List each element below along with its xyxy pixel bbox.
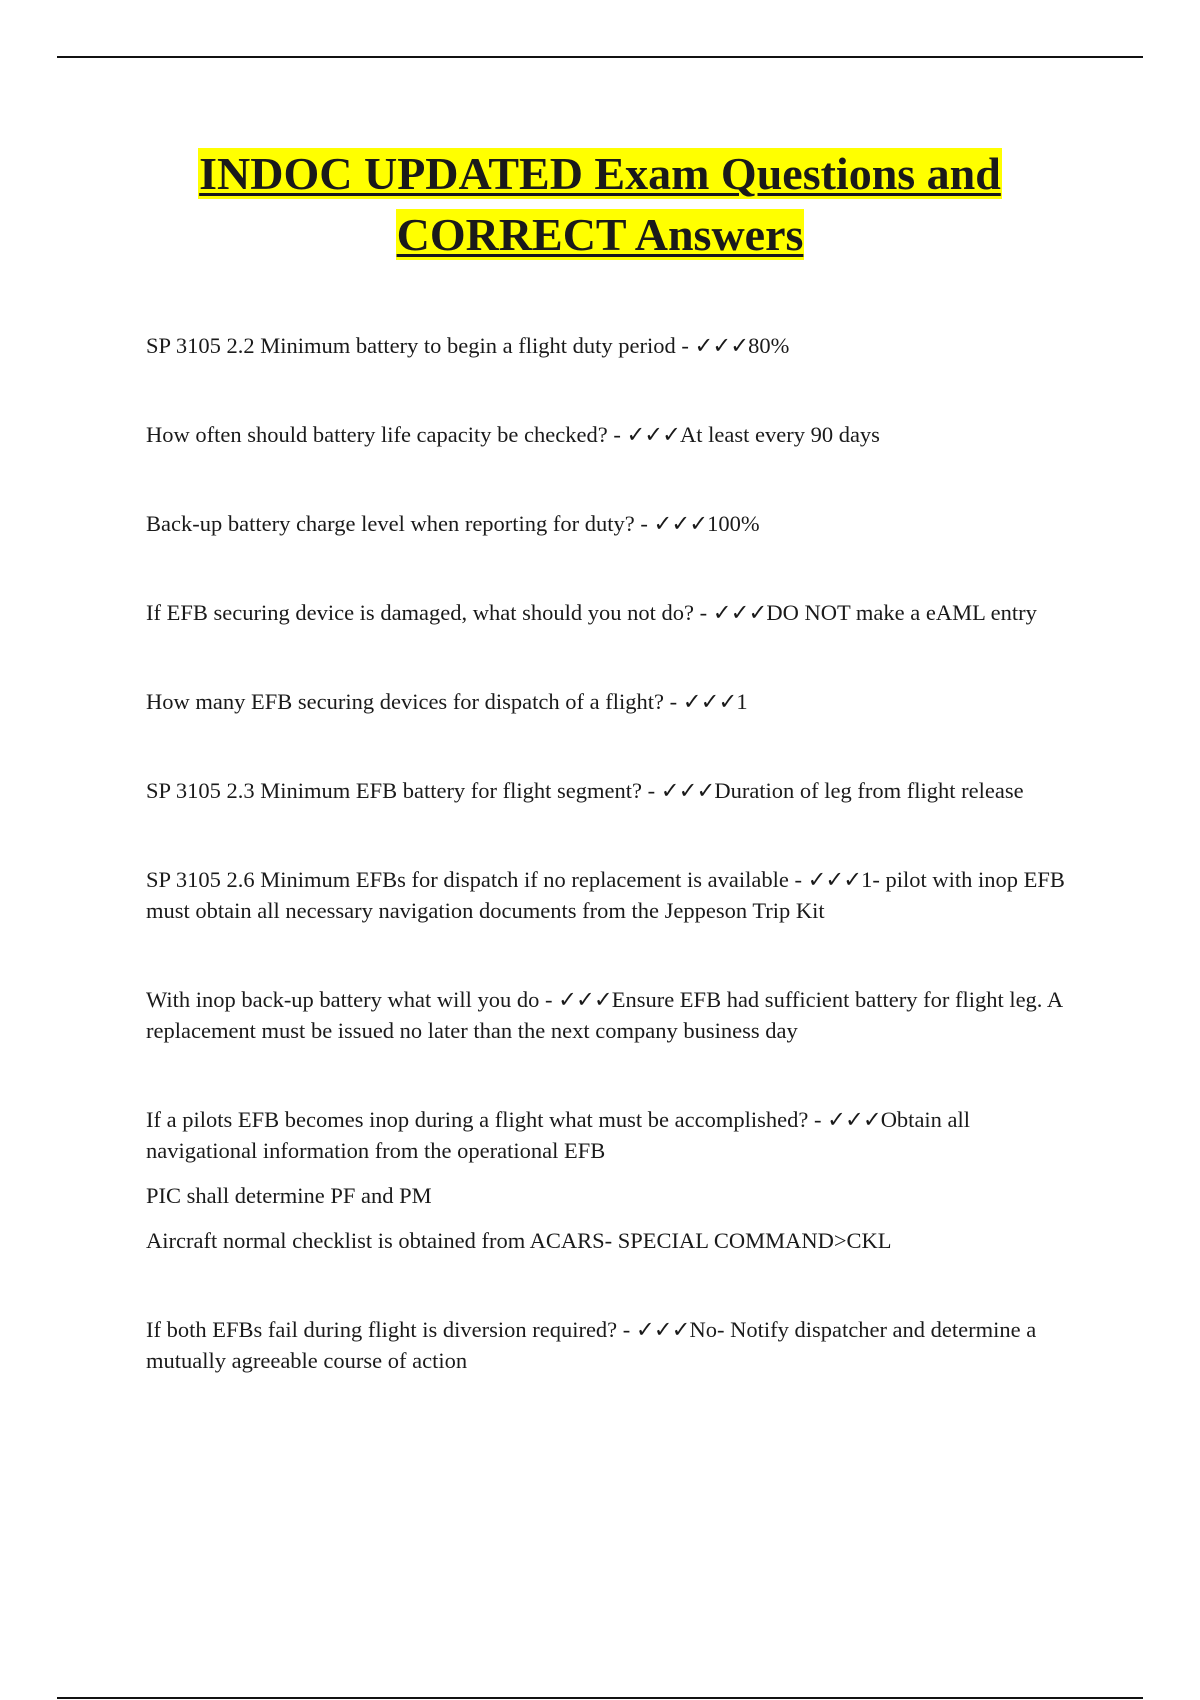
answer-text: 1- pilot with inop EFB must obtain all necessary navigation documents from the Jeppeson Trip Kit (146, 867, 1065, 923)
check-mark-icon: ✓✓✓ (694, 333, 749, 358)
qa-item (146, 1314, 1066, 1376)
title-line-1: INDOC UPDATED Exam Questions and (199, 148, 1001, 199)
question-text: How many EFB securing devices for dispatch of a flight? (146, 689, 664, 714)
answer-text: Duration of leg from flight release (714, 778, 1024, 803)
qa-item (146, 686, 1066, 717)
answer-text: Obtain all navigational information from the operational EFB (146, 1107, 971, 1163)
question-text: If both EFBs fail during flight is diversion required? (146, 1317, 618, 1342)
qa-line (146, 419, 1066, 450)
qa-line (146, 775, 1066, 806)
answer-text: 100% (707, 511, 760, 536)
separator: - (664, 689, 683, 714)
qa-line (146, 597, 1066, 628)
check-mark-icon: ✓✓✓ (558, 987, 612, 1012)
top-rule (57, 56, 1143, 58)
question-text: Back-up battery charge level when reporting for duty? (146, 511, 635, 536)
qa-item (146, 775, 1066, 806)
qa-line (146, 686, 1066, 717)
answer-text: 80% (748, 333, 790, 358)
qa-line (146, 330, 1066, 361)
answer-text: DO NOT make a eAML entry (766, 600, 1037, 625)
qa-line (146, 1314, 1066, 1376)
qa-line (146, 1104, 1066, 1166)
separator: - (788, 867, 808, 892)
check-mark-icon: ✓✓✓ (626, 422, 680, 447)
separator: - (617, 1317, 636, 1342)
check-mark-icon: ✓✓✓ (635, 1317, 690, 1342)
question-text: With inop back-up battery what will you do (146, 987, 540, 1012)
bottom-rule (57, 1697, 1143, 1699)
separator: - (694, 600, 713, 625)
separator: - (607, 422, 627, 447)
separator: - (539, 987, 559, 1012)
check-mark-icon: ✓✓✓ (653, 511, 708, 536)
check-mark-icon: ✓✓✓ (807, 867, 862, 892)
qa-item (146, 864, 1066, 926)
qa-line (146, 508, 1066, 539)
question-text: If a pilots EFB becomes inop during a flight what must be accomplished? (146, 1107, 809, 1132)
question-text: How often should battery life capacity be checked? (146, 422, 608, 447)
check-mark-icon: ✓✓✓ (660, 778, 715, 803)
answer-text: 1 (736, 689, 748, 714)
check-mark-icon: ✓✓✓ (712, 600, 767, 625)
qa-item (146, 508, 1066, 539)
answer-text: Ensure EFB had sufficient battery for flight leg. A replacement must be issued no later than the next company business day (146, 987, 1062, 1043)
separator: - (808, 1107, 828, 1132)
answer-text: No- Notify dispatcher and determine a mutually agreeable course of action (146, 1317, 1037, 1373)
answer-note: Aircraft normal checklist is obtained from ACARS- SPECIAL COMMAND>CKL (146, 1228, 892, 1253)
question-text: If EFB securing device is damaged, what should you not do? (146, 600, 695, 625)
answer-text: At least every 90 days (680, 422, 880, 447)
question-text: SP 3105 2.2 Minimum battery to begin a flight duty period (146, 333, 676, 358)
question-text: SP 3105 2.3 Minimum EFB battery for flight segment? (146, 778, 643, 803)
qa-line (146, 984, 1066, 1046)
qa-item (146, 330, 1066, 361)
question-text: SP 3105 2.6 Minimum EFBs for dispatch if no replacement is available (146, 867, 789, 892)
qa-item (146, 419, 1066, 450)
qa-line (146, 864, 1066, 926)
document-title (0, 143, 1200, 265)
qa-item (146, 984, 1066, 1046)
separator: - (675, 333, 695, 358)
qa-list (146, 330, 1066, 1376)
title-line-2: CORRECT Answers (396, 209, 804, 260)
check-mark-icon: ✓✓✓ (827, 1107, 881, 1132)
separator: - (634, 511, 654, 536)
check-mark-icon: ✓✓✓ (682, 689, 737, 714)
separator: - (642, 778, 661, 803)
answer-note: PIC shall determine PF and PM (146, 1183, 432, 1208)
qa-item (146, 1104, 1066, 1256)
qa-item (146, 597, 1066, 628)
